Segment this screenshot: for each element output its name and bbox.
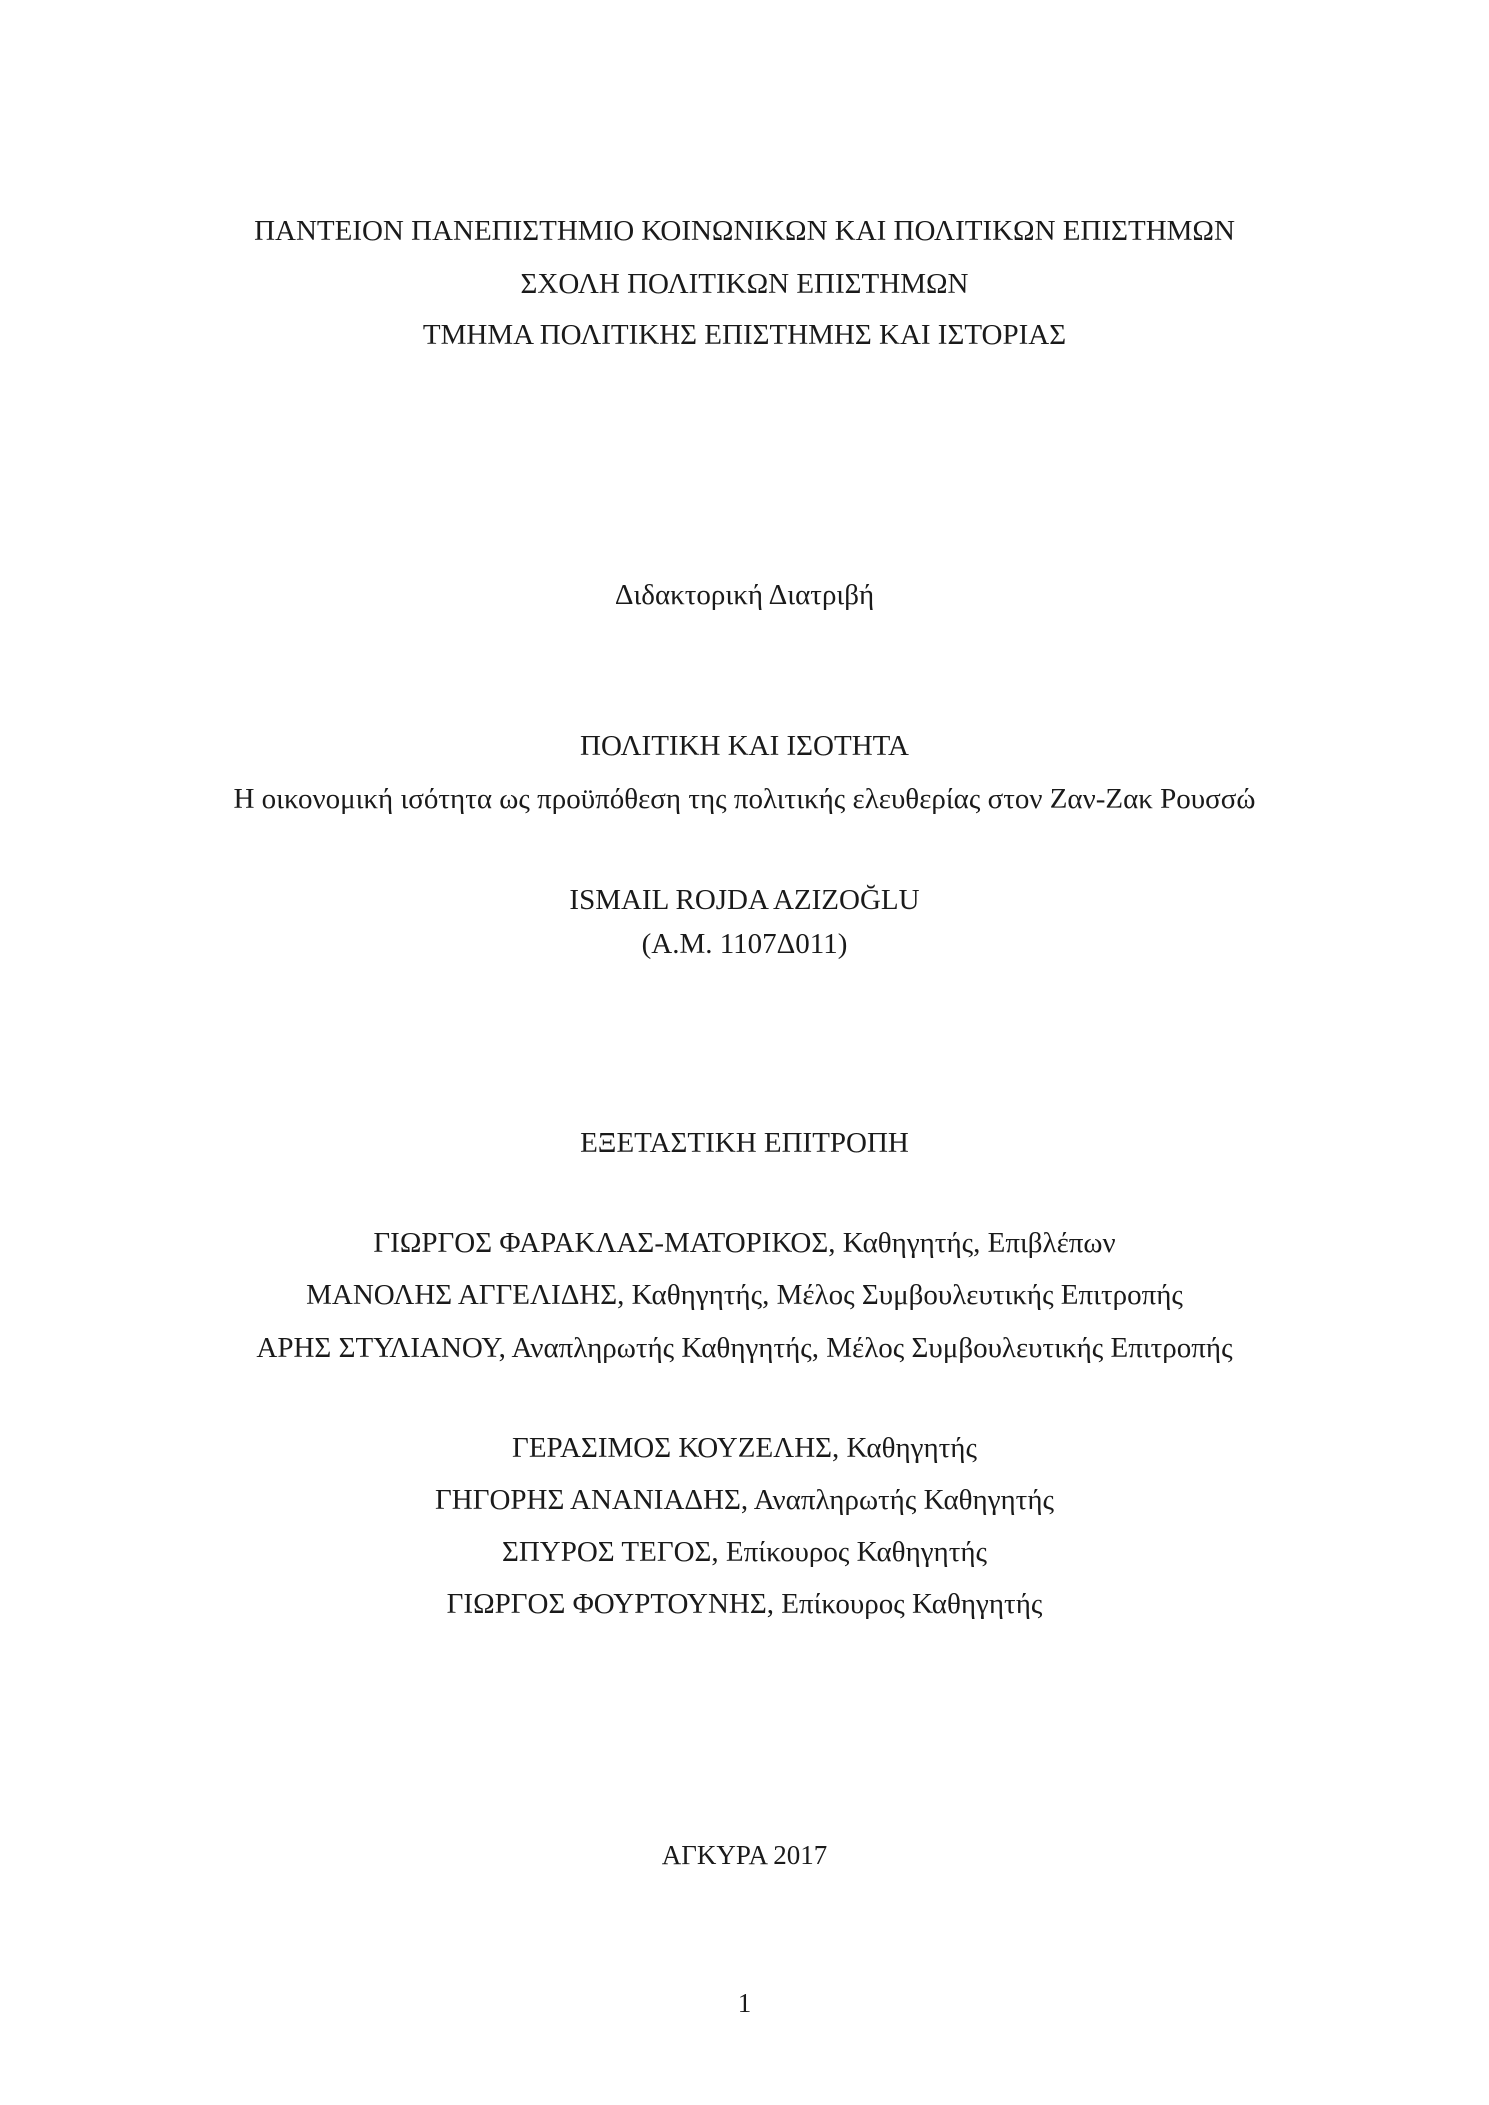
- page-number: 1: [737, 1988, 752, 2018]
- university-name: ΠΑΝΤΕΙΟΝ ΠΑΝΕΠΙΣΤΗΜΙΟ ΚΟΙΝΩΝΙΚΩΝ ΚΑΙ ΠΟΛΙΤΙΚΩΝ ΕΠΙΣΤΗΜΩΝ: [254, 215, 1235, 247]
- place-year: ΑΓΚΥΡΑ 2017: [661, 1840, 828, 1870]
- committee-member: ΑΡΗΣ ΣΤΥΛΙΑΝΟΥ, Αναπληρωτής Καθηγητής, Μέλος Συμβουλευτικής Επιτροπής: [256, 1332, 1233, 1364]
- committee-member: ΜΑΝΟΛΗΣ ΑΓΓΕΛΙΔΗΣ, Καθηγητής, Μέλος Συμβουλευτικής Επιτροπής: [306, 1279, 1183, 1311]
- committee-heading: ΕΞΕΤΑΣΤΙΚΗ ΕΠΙΤΡΟΠΗ: [580, 1127, 909, 1159]
- author-name: ISMAIL ROJDA AZIZOĞLU: [569, 884, 920, 916]
- author-student-id: (Α.Μ. 1107Δ011): [641, 928, 848, 960]
- committee-member: ΓΗΓΟΡΗΣ ΑΝΑΝΙΑΔΗΣ, Αναπληρωτής Καθηγητής: [435, 1484, 1054, 1516]
- thesis-subtitle: Η οικονομική ισότητα ως προϋπόθεση της πολιτικής ελευθερίας στον Ζαν-Ζακ Ρουσσώ: [233, 783, 1256, 815]
- thesis-title: ΠΟΛΙΤΙΚΗ ΚΑΙ ΙΣΟΤΗΤΑ: [580, 730, 909, 762]
- committee-member: ΓΙΩΡΓΟΣ ΦΟΥΡΤΟΥΝΗΣ, Επίκουρος Καθηγητής: [446, 1588, 1043, 1620]
- department-name: ΤΜΗΜΑ ΠΟΛΙΤΙΚΗΣ ΕΠΙΣΤΗΜΗΣ ΚΑΙ ΙΣΤΟΡΙΑΣ: [422, 319, 1067, 351]
- committee-member: ΣΠΥΡΟΣ ΤΕΓΟΣ, Επίκουρος Καθηγητής: [501, 1536, 988, 1568]
- committee-member: ΓΕΡΑΣΙΜΟΣ ΚΟΥΖΕΛΗΣ, Καθηγητής: [512, 1432, 977, 1464]
- school-name: ΣΧΟΛΗ ΠΟΛΙΤΙΚΩΝ ΕΠΙΣΤΗΜΩΝ: [520, 268, 969, 300]
- document-type: Διδακτορική Διατριβή: [614, 579, 875, 611]
- committee-member: ΓΙΩΡΓΟΣ ΦΑΡΑΚΛΑΣ-ΜΑΤΟΡΙΚΟΣ, Καθηγητής, Επιβλέπων: [373, 1227, 1116, 1259]
